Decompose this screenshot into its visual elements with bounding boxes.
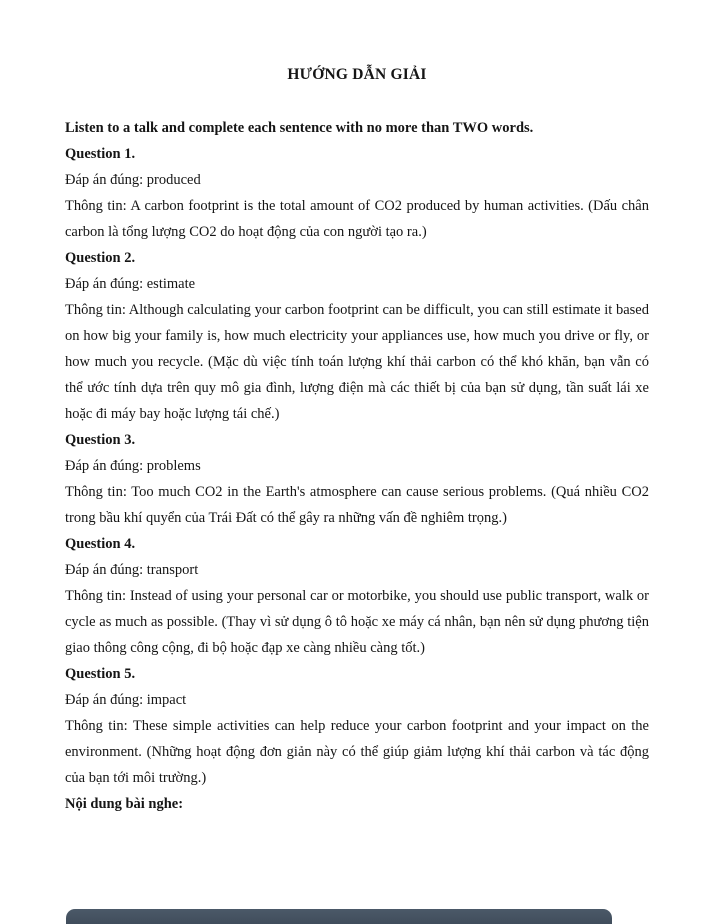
question-heading: Question 1.	[65, 146, 136, 162]
question-block	[65, 661, 649, 791]
answer-line: Đáp án đúng: problems	[65, 458, 201, 474]
info-paragraph: Thông tin: These simple activities can help reduce your carbon footprint and your impact on the environment. (Những hoạt động đơn giản này có thể giúp giảm lượng khí thải carbon và tác động của bạn tới môi trường.)	[65, 718, 649, 786]
question-heading: Question 4.	[65, 536, 136, 552]
page-title: HƯỚNG DẪN GIẢI	[287, 66, 427, 83]
answer-line: Đáp án đúng: impact	[65, 692, 187, 708]
question-heading: Question 2.	[65, 250, 136, 266]
question-heading: Question 5.	[65, 666, 136, 682]
info-paragraph: Thông tin: Although calculating your carbon footprint can be difficult, you can still estimate it based on how big your family is, how much electricity your appliances use, how much you drive or fly, or how much you recycle. (Mặc dù việc tính toán lượng khí thải carbon có thể khó khăn, bạn vẫn có thể ước tính dựa trên quy mô gia đình, lượng điện mà các thiết bị của bạn sử dụng, tần suất lái xe hoặc đi máy bay hoặc lượng tái chế.)	[65, 302, 649, 422]
transcript-heading: Nội dung bài nghe:	[65, 796, 184, 812]
question-block	[65, 245, 649, 427]
instruction-line: Listen to a talk and complete each sentence with no more than TWO words.	[65, 120, 534, 136]
question-block	[65, 531, 649, 661]
question-block	[65, 427, 649, 531]
answer-line: Đáp án đúng: produced	[65, 172, 201, 188]
question-heading: Question 3.	[65, 432, 136, 448]
audio-player-partial[interactable]	[66, 909, 612, 924]
answer-line: Đáp án đúng: estimate	[65, 276, 196, 292]
question-block	[65, 141, 649, 245]
info-paragraph: Thông tin: Instead of using your personal car or motorbike, you should use public transport, walk or cycle as much as possible. (Thay vì sử dụng ô tô hoặc xe máy cá nhân, bạn nên sử dụng phương tiện giao thông công cộng, đi bộ hoặc đạp xe càng nhiều càng tốt.)	[65, 588, 649, 656]
info-paragraph: Thông tin: A carbon footprint is the total amount of CO2 produced by human activities. (Dấu chân carbon là tổng lượng CO2 do hoạt động của con người tạo ra.)	[65, 198, 649, 240]
info-paragraph: Thông tin: Too much CO2 in the Earth's atmosphere can cause serious problems. (Quá nhiều CO2 trong bầu khí quyển của Trái Đất có thể gây ra những vấn đề nghiêm trọng.)	[65, 484, 649, 526]
answer-line: Đáp án đúng: transport	[65, 562, 199, 578]
